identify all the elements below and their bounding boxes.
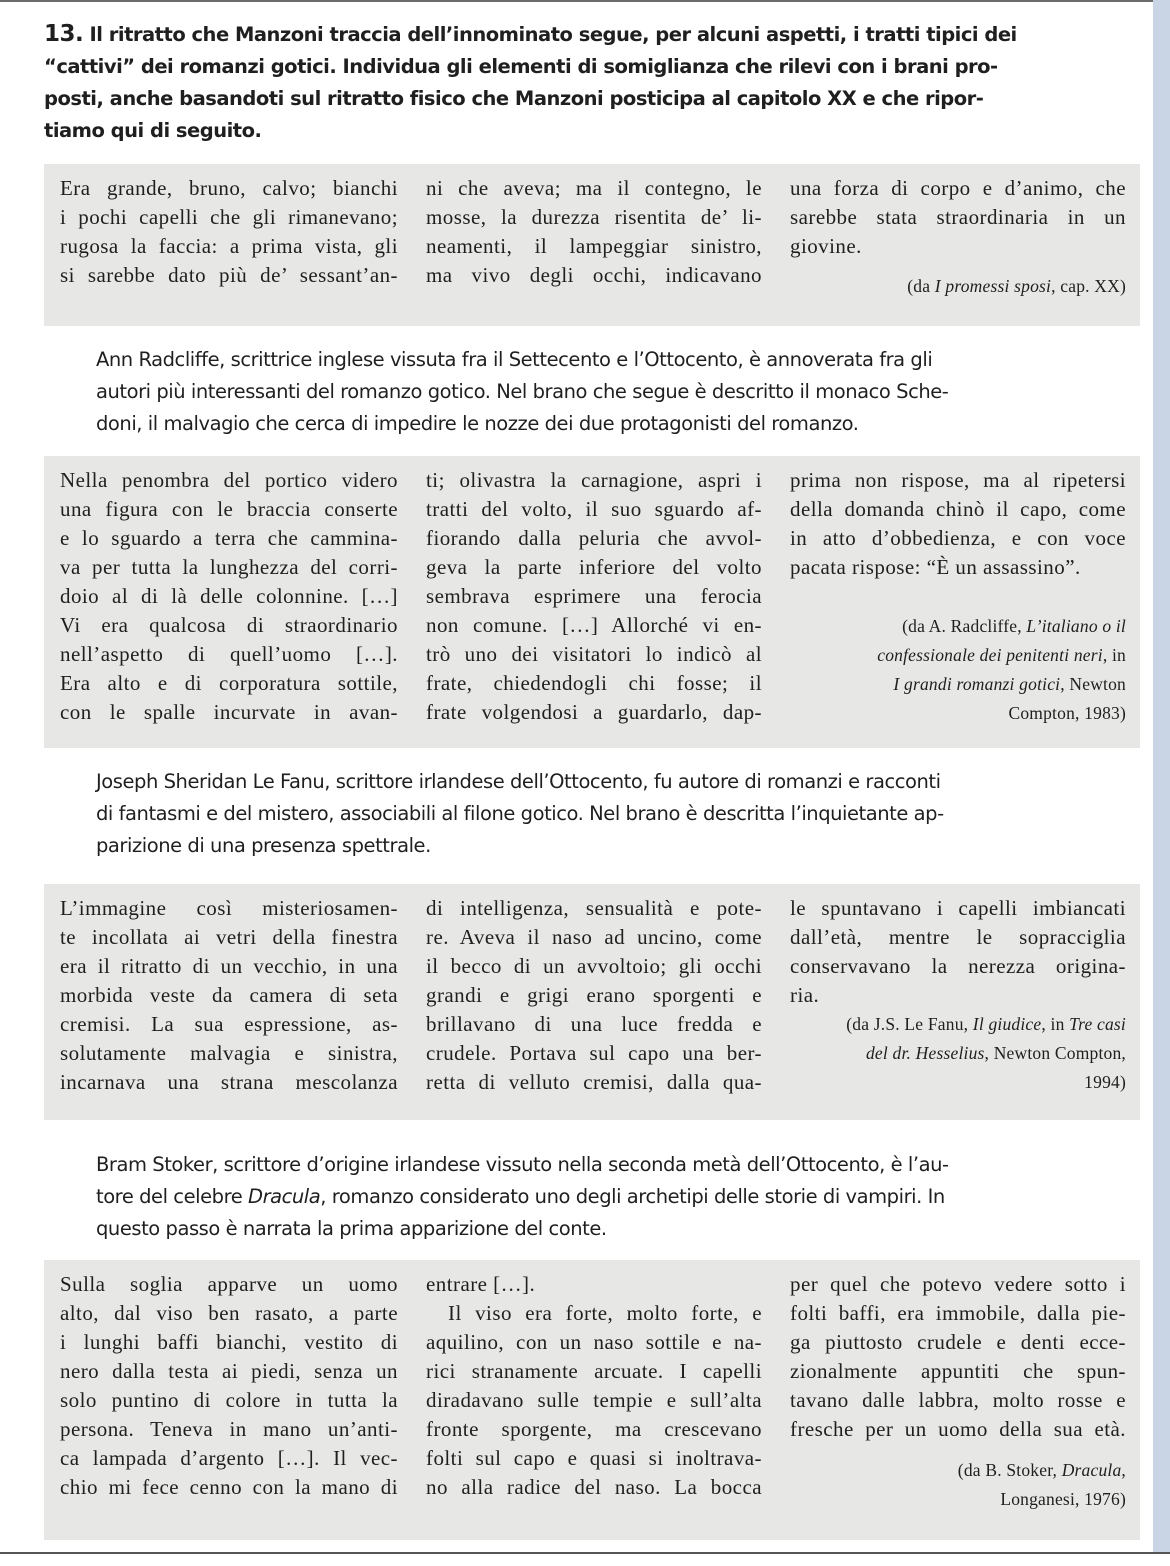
passage-stoker-source: (da B. Stoker, Dracula, Longanesi, 1976): [957, 1460, 1126, 1509]
intro-stoker: Bram Stoker, scrittore d’origine irlandese vissuto nella seconda metà dell’Ottocento, è l’au- tore del celebre Dracula, romanzo considerato uno degli archetipi delle storie di vampiri. In questo passo è narrata la prima apparizione del conte.: [96, 1153, 949, 1240]
passage-stoker-col1: Sulla soglia apparve un uomo alto, dal viso ben rasato, a parte i lunghi baffi bianchi, vestito di nero dalla testa ai piedi, senza un solo puntino di colore in tutta la persona. Teneva in mano un’anti- ca lampada d’argento […]. Il vec- chio mi fece cenno con la mano di: [60, 1272, 398, 1499]
passage-radcliffe-col1: Nella penombra del portico videro una figura con le braccia conserte e lo sguardo a terra che cammina- va per tutta la lunghezza del corri- doio al di là delle colonnine. […] Vi era qualcosa di straordinario nell’aspetto di quell’uomo […]. Era alto e di corporatura sottile, con le spalle incurvate in avan-: [60, 468, 398, 724]
passage-manzoni-col3: una forza di corpo e d’animo, che sarebbe stata straordinaria in un giovine.: [790, 176, 1126, 258]
passage-radcliffe: [44, 456, 1140, 748]
page-edge-bar: [1153, 0, 1170, 1552]
passage-lefanu-col3: le spuntavano i capelli imbiancati dall’età, mentre le sopracciglia conservavano la nerezza origina- ria.: [790, 896, 1126, 1007]
intro-radcliffe: Ann Radcliffe, scrittrice inglese vissuta fra il Settecento e l’Ottocento, è annoverata fra gli autori più interessanti del romanzo gotico. Nel brano che segue è descritto il monaco Sche- doni, il malvagio che cerca di impedire le nozze dei due protagonisti del romanzo.: [96, 348, 949, 435]
passage-stoker: [44, 1260, 1140, 1540]
passage-stoker-col2: entrare […]. Il viso era forte, molto forte, e aquilino, con un naso sottile e na- rici stranamente arcuate. I capelli diradavano sulle tempie e sull’alta fronte sporgente, ma crescevano folti sul capo e quasi si inoltrava- no alla radice del naso. La bocca: [426, 1272, 762, 1499]
passage-stoker-col3: per quel che potevo vedere sotto i folti baffi, era immobile, dalla pie- ga piuttosto crudele e denti ecce- zionalmente appuntiti che spun- tavano dalle labbra, molto rosse e fresche per un uomo della sua età.: [790, 1272, 1126, 1441]
question-line-4: tiamo qui di seguito.: [44, 119, 262, 142]
passage-lefanu: [44, 884, 1140, 1120]
passage-radcliffe-source: (da A. Radcliffe, L’italiano o il confessionale dei penitenti neri, in I grandi romanzi gotici, Newton Compton, 1983): [877, 616, 1126, 723]
question-number: 13.: [44, 21, 84, 47]
passage-manzoni-col1: Era grande, bruno, calvo; bianchi i pochi capelli che gli rimanevano; rugosa la faccia: a prima vista, gli si sarebbe dato più de’ sessant’an-: [60, 176, 398, 287]
passage-lefanu-col1: L’immagine così misteriosamen- te incollata ai vetri della finestra era il ritratto di un vecchio, in una morbida veste da camera di seta cremisi. La sua espressione, as- solutamente malvagia e sinistra, incarnava una strana mescolanza: [60, 896, 398, 1094]
passage-radcliffe-col3: prima non rispose, ma al ripetersi della domanda chinò il capo, come in atto d’obbedienza, e con voce pacata rispose: “È un assassino”.: [790, 468, 1126, 579]
passage-lefanu-col2: di intelligenza, sensualità e pote- re. Aveva il naso ad uncino, come il becco di un avvoltoio; gli occhi grandi e grigi erano sporgenti e brillavano di una luce fredda e crudele. Portava sul capo una ber- retta di velluto cremisi, dalla qua-: [426, 896, 762, 1094]
intro-lefanu: Joseph Sheridan Le Fanu, scrittore irlandese dell’Ottocento, fu autore di romanzi e racconti di fantasmi e del mistero, associabili al filone gotico. Nel brano è descritta l’inquietante ap- parizione di una presenza spettrale.: [96, 770, 944, 857]
passage-lefanu-source: (da J.S. Le Fanu, Il giudice, in Tre casi del dr. Hesselius, Newton Compton, 1994): [846, 1014, 1126, 1092]
passage-manzoni-col2: ni che aveva; ma il contegno, le mosse, la durezza risentita de’ li- neamenti, il lampeggiar sinistro, ma vivo degli occhi, indicavano: [426, 176, 762, 287]
question-line-3: posti, anche basandoti sul ritratto fisico che Manzoni posticipa al capitolo XX e che ripor-: [44, 87, 984, 110]
question-line-2: “cattivi” dei romanzi gotici. Individua gli elementi di somiglianza che rilevi con i brani pro-: [44, 55, 998, 78]
passage-manzoni: [44, 164, 1140, 326]
top-rule: [0, 0, 1170, 2]
passage-radcliffe-col2: ti; olivastra la carnagione, aspri i tratti del volto, il suo sguardo af- fiorando dalla peluria che avvol- geva la parte inferiore del volto sembrava esprimere una ferocia non comune. […] Allorché vi en- trò uno dei visitatori lo indicò al frate, chiedendogli chi fosse; il frate volgendosi a guardarlo, dap-: [426, 468, 762, 724]
bottom-rule: [0, 1552, 1170, 1554]
question-line-1: 13. Il ritratto che Manzoni traccia dell’innominato segue, per alcuni aspetti, i tratti tipici dei: [44, 21, 1017, 47]
passage-manzoni-source: (da I promessi sposi, cap. XX): [907, 276, 1126, 296]
question-13: [44, 18, 1124, 147]
